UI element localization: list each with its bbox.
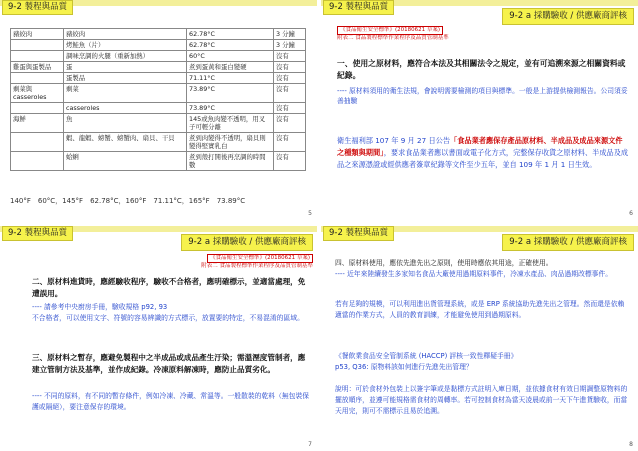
page-number: 8 [629,441,633,448]
table-cell: 沒有 [274,152,306,171]
table-cell [11,103,64,114]
table-row [11,152,306,171]
header-tag: 9-2 製程與品質 [2,0,73,15]
table-cell: 蝦、龍蝦、螃蟹、螃蟹肉、扇貝、干貝 [64,133,187,152]
table-cell: 73.89°C [187,84,274,103]
table-cell: 剩菜 [64,84,187,103]
slide-5 [0,0,317,220]
explanation-paragraph: ---- 原材料須用的衛生法規，會說明需要檢測的項目與標準。一般是上游提供檢測報告。公司須妥善抽驗 [337,87,628,105]
table-cell: 烤鮭魚（片） [64,40,187,51]
table-cell: 魚 [64,114,187,133]
source-reference: 《食品衛生安全標準》(20180621 草案) 附表二 食品製程標準作業程序及品質管制基準 [201,255,313,269]
table-cell [11,51,64,62]
temperature-conversion-note: 140°F 60°C，145°F 62.78°C，160°F 71.11°C，165°F 73.89°C [10,197,246,205]
table-cell: 煮到肉變得不透明，扇貝則變得堅實乳白 [187,133,274,152]
table-cell: 145或魚肉變不透明，用叉子可輕分離 [187,114,274,133]
explanation-paragraph-3: ---- 不同的原料，有不同的暫存條件，例如冷凍、冷藏、常溫等。一般散裝的乾料（無包裝保護或隔絕），要注意保存的環境。 [32,392,310,411]
table-cell: 煮到蛋黃和蛋白變硬 [187,62,274,73]
section-tag: 9-2 a 採購驗收 / 供應廠商評核 [181,234,313,251]
table-cell: 60°C [187,51,274,62]
table-cell [11,133,64,152]
haccp-reference: 《餐飲業食品安全管制系統 (HACCP) 評核一致性釋疑手冊》 p53, Q36: 原物料該如何進行先進先出管理？ [335,352,518,371]
table-cell: 3 分鐘 [274,29,306,40]
table-cell: 沒有 [274,73,306,84]
regulation-paragraph: 一、使用之原材料，應符合本法及其相關法令之規定，並有可追溯來源之相關資料或紀錄。 [337,59,626,80]
table-cell: 蛋 [64,62,187,73]
regulation-paragraph-4: 四、原材料使用，應依先進先出之原則，使用時應依其用途，正確使用。 [335,259,553,267]
table-cell: 62.78°C [187,29,274,40]
table-cell: 海鮮 [11,114,64,133]
table-row [11,62,306,73]
page-number: 5 [308,210,312,217]
table-cell: 沒有 [274,84,306,103]
regulation-paragraph-3: 三、原材料之暫存，應避免製程中之半成品或成品產生汙染；需溫溼度管制者，應建立管制方法及基準，並作成紀錄。冷凍原料解凍時，應防止品質劣化。 [32,353,306,374]
system-paragraph: 若有足夠的規模，可以利用進出貨管理系統，或是 ERP 系統協助先進先出之管理。然而還是依賴適當的作業方式，人員的教育訓練，才能避免使用到過期原料。 [335,300,625,319]
explanation-paragraph-2: ---- 請參考中央廚房手冊，驗收規格 p92, 93 不合格者，可以使用文字、符號的容易辨識的方式標示，放置要的特定，不易混淆的區域。 [32,303,304,322]
table-cell: 沒有 [274,62,306,73]
header-tag: 9-2 製程與品質 [2,226,73,241]
explanation-paragraph-4: 說明：可於食材外包裝上以簽字筆或是黏標方式註明入庫日期，並依據食材有效日期調整原物料的擺放順序，並遵可能規格需食材的周轉率。若可控制食材為當天凌晨或前一天下午進貨驗收，而當天用完，則可不需標示且易於追溯。 [335,385,628,415]
page-number: 7 [308,441,312,448]
source-reference: 《食品衛生安全標準》(20180621 草案) 附表二 食品製程標準作業程序及品質管制基準 [337,27,449,41]
regulation-paragraph-2: 二、原材料進貨時，應經驗收程序，驗收不合格者，應明確標示，並適當處理，免遭誤用。 [32,277,306,298]
slide-7 [0,226,317,451]
table-cell: 煮到殼打開後再烹調的時間數 [187,152,274,171]
food-temperature-table [10,28,306,171]
table-cell: 71.11°C [187,73,274,84]
table-cell [11,73,64,84]
table-cell: 雞蛋與蛋製品 [11,62,64,73]
table-cell: 沒有 [274,51,306,62]
table-row [11,29,306,40]
table-cell: 沒有 [274,103,306,114]
table-row [11,51,306,62]
table-cell: 62.78°C [187,40,274,51]
section-tag: 9-2 a 採購驗收 / 供應廠商評核 [502,8,634,25]
table-cell [11,40,64,51]
table-cell: 豬絞肉 [11,29,64,40]
section-tag: 9-2 a 採購驗收 / 供應廠商評核 [502,234,634,251]
slide-6 [321,0,638,220]
page-number: 6 [629,210,633,217]
table-row [11,73,306,84]
table-row [11,133,306,152]
announcement-paragraph: 衛生福利部 107 年 9 月 27 日公告「食品業者應保存產品原材料、半成品及成品來源文件之種類與期間」，要求食品業者應以書面或電子化方式，完整保存收貨之原材料、半成品及成品之來源憑證或經供應者簽章紀錄等文件至少五年，並自 109 年 1 月 1 日生效。 [337,136,629,169]
table-cell: casseroles [64,103,187,114]
table-row [11,40,306,51]
header-tag: 9-2 製程與品質 [323,0,394,15]
table-row [11,84,306,103]
table-cell: 蛋製品 [64,73,187,84]
table-cell: 豬絞肉 [64,29,187,40]
table-cell: 沒有 [274,114,306,133]
table-row [11,114,306,133]
slide-8 [321,226,638,451]
table-cell: 73.89°C [187,103,274,114]
incident-paragraph: ---- 近年來陸續發生多家知名食品大廠使用過期原料事件，冷凍水產品、肉品過期改標事件。 [335,270,613,278]
table-row [11,103,306,114]
table-cell [11,152,64,171]
table-cell: 剩菜與 casseroles [11,84,64,103]
table-cell: 調味烹調的火腿（重新加熱） [64,51,187,62]
table-cell: 3 分鐘 [274,40,306,51]
table-cell: 蛤蜊 [64,152,187,171]
table-cell: 沒有 [274,133,306,152]
header-tag: 9-2 製程與品質 [323,226,394,241]
